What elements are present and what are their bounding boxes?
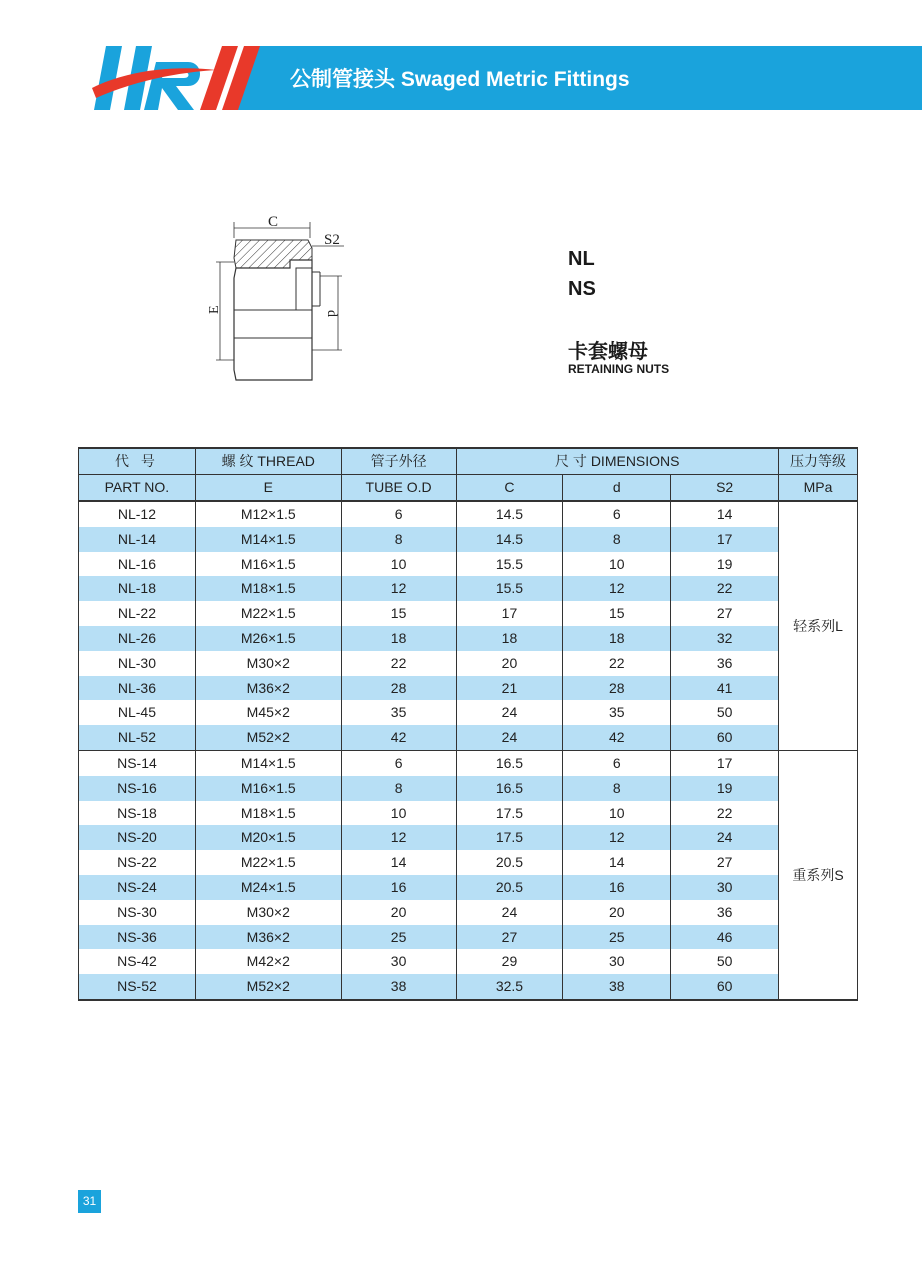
table-cell: 10 [563,552,671,577]
table-cell: 36 [671,900,779,925]
table-cell: M16×1.5 [195,776,341,801]
table-cell: 18 [563,626,671,651]
table-cell: 38 [563,974,671,1000]
table-cell: NL-30 [79,651,196,676]
table-cell: 28 [563,676,671,701]
table-row [79,825,858,850]
page-number: 31 [78,1190,101,1213]
table-cell: 15 [341,601,456,626]
table-cell: 8 [341,776,456,801]
table-cell: M52×2 [195,974,341,1000]
table-cell: 17 [671,527,779,552]
table-row [79,651,858,676]
table-cell: 18 [341,626,456,651]
header-d: d [563,475,671,502]
table-cell: NS-24 [79,875,196,900]
header-e: E [195,475,341,502]
table-cell: 30 [671,875,779,900]
table-cell: M22×1.5 [195,601,341,626]
table-cell: 10 [341,801,456,826]
table-cell: 22 [341,651,456,676]
table-cell: NS-22 [79,850,196,875]
table-cell: 50 [671,700,779,725]
table-cell: M12×1.5 [195,501,341,527]
header-pressure: 压力等级 [779,448,858,475]
table-row [79,776,858,801]
table-cell: 60 [671,725,779,750]
header-dimensions: 尺 寸 DIMENSIONS [456,448,779,475]
table-cell: NL-26 [79,626,196,651]
table-row [79,925,858,950]
header-s2: S2 [671,475,779,502]
table-row [79,626,858,651]
table-cell: NS-20 [79,825,196,850]
table-cell: 6 [341,750,456,775]
table-cell: 28 [341,676,456,701]
table-cell: 19 [671,552,779,577]
header-part-no: PART NO. [79,475,196,502]
table-cell: 24 [456,900,563,925]
table-cell: 12 [563,576,671,601]
table-cell: 21 [456,676,563,701]
table-row [79,974,858,1000]
table-cell: 20.5 [456,850,563,875]
table-cell: M36×2 [195,925,341,950]
table-cell: 8 [563,776,671,801]
table-row [79,576,858,601]
table-row [79,552,858,577]
table-cell: 12 [341,825,456,850]
series-light-label: 轻系列L [779,501,858,750]
table-cell: 6 [563,750,671,775]
label-e: E [207,305,222,314]
table-body [79,501,858,1000]
table-cell: 16.5 [456,776,563,801]
table-cell: 16 [341,875,456,900]
header-part: 代 号 [79,448,196,475]
table-cell: 16.5 [456,750,563,775]
table-row [79,676,858,701]
table-cell: 15 [563,601,671,626]
table-cell: 38 [341,974,456,1000]
table-cell: 10 [563,801,671,826]
header-tube-od: TUBE O.D [341,475,456,502]
table-cell: NL-52 [79,725,196,750]
table-cell: M20×1.5 [195,825,341,850]
spec-table [78,447,858,1001]
table-cell: 41 [671,676,779,701]
table-cell: 30 [563,949,671,974]
table-cell: 19 [671,776,779,801]
table-row [79,501,858,527]
table-cell: 15.5 [456,552,563,577]
table-row [79,601,858,626]
table-cell: 24 [456,700,563,725]
table-cell: 22 [671,576,779,601]
product-code-nl: NL [568,248,595,270]
table-cell: M18×1.5 [195,801,341,826]
table-cell: 25 [563,925,671,950]
table-cell: 15.5 [456,576,563,601]
header-thread: 螺 纹 THREAD [195,448,341,475]
table-cell: NL-14 [79,527,196,552]
table-cell: NS-18 [79,801,196,826]
table-cell: 29 [456,949,563,974]
table-row [79,725,858,750]
table-cell: NS-52 [79,974,196,1000]
table-row [79,900,858,925]
table-cell: NL-18 [79,576,196,601]
table-cell: 14.5 [456,527,563,552]
label-c: C [268,214,279,230]
table-row [79,700,858,725]
table-cell: 20 [563,900,671,925]
table-cell: 12 [341,576,456,601]
table-cell: 12 [563,825,671,850]
table-cell: 8 [563,527,671,552]
table-cell: 46 [671,925,779,950]
product-code-ns: NS [568,278,596,300]
table-cell: 25 [341,925,456,950]
table-cell: 35 [563,700,671,725]
table-cell: M14×1.5 [195,527,341,552]
table-row [79,527,858,552]
table-row [79,801,858,826]
table-cell: 27 [456,925,563,950]
table-cell: 17 [456,601,563,626]
table-cell: 16 [563,875,671,900]
table-cell: 20.5 [456,875,563,900]
table-cell: 10 [341,552,456,577]
table-cell: NL-45 [79,700,196,725]
table-cell: 17.5 [456,825,563,850]
table-cell: 35 [341,700,456,725]
table-cell: 22 [563,651,671,676]
table-cell: NS-14 [79,750,196,775]
table-cell: 6 [563,501,671,527]
table-cell: 14 [563,850,671,875]
table-cell: 27 [671,850,779,875]
retaining-nut-drawing [196,210,366,390]
table-cell: NL-36 [79,676,196,701]
product-name-en: RETAINING NUTS [568,362,670,376]
table-row [79,750,858,775]
table-cell: M24×1.5 [195,875,341,900]
table-cell: M30×2 [195,651,341,676]
table-cell: 20 [456,651,563,676]
table-header-row-1 [79,448,858,475]
table-cell: 50 [671,949,779,974]
header-c: C [456,475,563,502]
table-cell: M30×2 [195,900,341,925]
table-cell: 6 [341,501,456,527]
table-cell: 20 [341,900,456,925]
table-cell: 22 [671,801,779,826]
table-cell: 36 [671,651,779,676]
header-mpa: MPa [779,475,858,502]
table-header-row-2 [79,475,858,502]
table-cell: 17 [671,750,779,775]
table-cell: 14 [341,850,456,875]
table-cell: NL-16 [79,552,196,577]
table-cell: 14 [671,501,779,527]
table-cell: M16×1.5 [195,552,341,577]
table-cell: M45×2 [195,700,341,725]
table-cell: 17.5 [456,801,563,826]
table-cell: M52×2 [195,725,341,750]
table-cell: NS-42 [79,949,196,974]
product-name-cn: 卡套螺母 [568,341,648,363]
company-logo [92,40,272,118]
table-cell: 27 [671,601,779,626]
table-cell: 42 [563,725,671,750]
table-cell: M14×1.5 [195,750,341,775]
table-cell: 32 [671,626,779,651]
label-d: d [324,310,339,317]
page-title: 公制管接头 Swaged Metric Fittings [290,68,630,91]
table-cell: 60 [671,974,779,1000]
table-cell: 24 [456,725,563,750]
table-row [79,875,858,900]
table-cell: 24 [671,825,779,850]
table-cell: NL-12 [79,501,196,527]
table-cell: M18×1.5 [195,576,341,601]
series-heavy-label: 重系列S [779,750,858,999]
table-cell: 32.5 [456,974,563,1000]
table-cell: M26×1.5 [195,626,341,651]
table-cell: 18 [456,626,563,651]
table-cell: NS-16 [79,776,196,801]
table-cell: 42 [341,725,456,750]
header-tube: 管子外径 [341,448,456,475]
table-row [79,850,858,875]
table-cell: NS-30 [79,900,196,925]
table-cell: 14.5 [456,501,563,527]
table-cell: M22×1.5 [195,850,341,875]
label-s2: S2 [324,232,340,248]
table-cell: NS-36 [79,925,196,950]
table-cell: NL-22 [79,601,196,626]
table-cell: M42×2 [195,949,341,974]
table-cell: 30 [341,949,456,974]
table-cell: 8 [341,527,456,552]
table-row [79,949,858,974]
table-cell: M36×2 [195,676,341,701]
